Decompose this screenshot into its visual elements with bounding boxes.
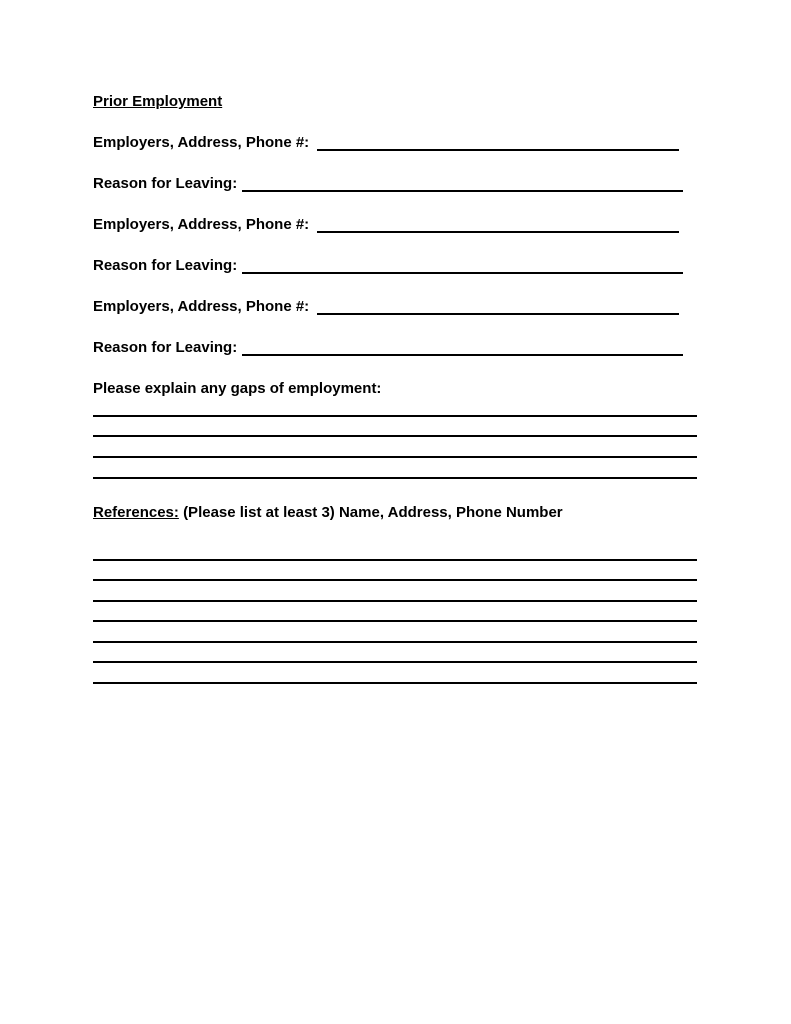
- references-line[interactable]: [93, 579, 697, 581]
- references-line[interactable]: [93, 559, 697, 561]
- references-line[interactable]: [93, 620, 697, 622]
- employer-label-2: Employers, Address, Phone #:: [93, 216, 310, 233]
- reason-field-3[interactable]: [242, 354, 683, 356]
- reason-label-2: Reason for Leaving:: [93, 257, 238, 274]
- gaps-label: Please explain any gaps of employment:: [93, 380, 382, 397]
- reason-label-3: Reason for Leaving:: [93, 339, 238, 356]
- reason-label-1: Reason for Leaving:: [93, 175, 238, 192]
- employer-label-3: Employers, Address, Phone #:: [93, 298, 310, 315]
- references-line[interactable]: [93, 600, 697, 602]
- gaps-line[interactable]: [93, 477, 697, 479]
- references-line[interactable]: [93, 682, 697, 684]
- employer-field-3[interactable]: [317, 313, 679, 315]
- employer-label-1: Employers, Address, Phone #:: [93, 134, 310, 151]
- references-heading: [93, 504, 563, 522]
- employer-field-1[interactable]: [317, 149, 679, 151]
- references-line[interactable]: [93, 641, 697, 643]
- employer-field-2[interactable]: [317, 231, 679, 233]
- gaps-line[interactable]: [93, 435, 697, 437]
- references-label: References:: [93, 504, 179, 521]
- gaps-line[interactable]: [93, 456, 697, 458]
- reason-field-1[interactable]: [242, 190, 683, 192]
- references-line[interactable]: [93, 661, 697, 663]
- section-title: Prior Employment: [93, 93, 223, 110]
- references-instructions: (Please list at least 3) Name, Address, Phone Number: [183, 504, 563, 521]
- reason-field-2[interactable]: [242, 272, 683, 274]
- gaps-line[interactable]: [93, 415, 697, 417]
